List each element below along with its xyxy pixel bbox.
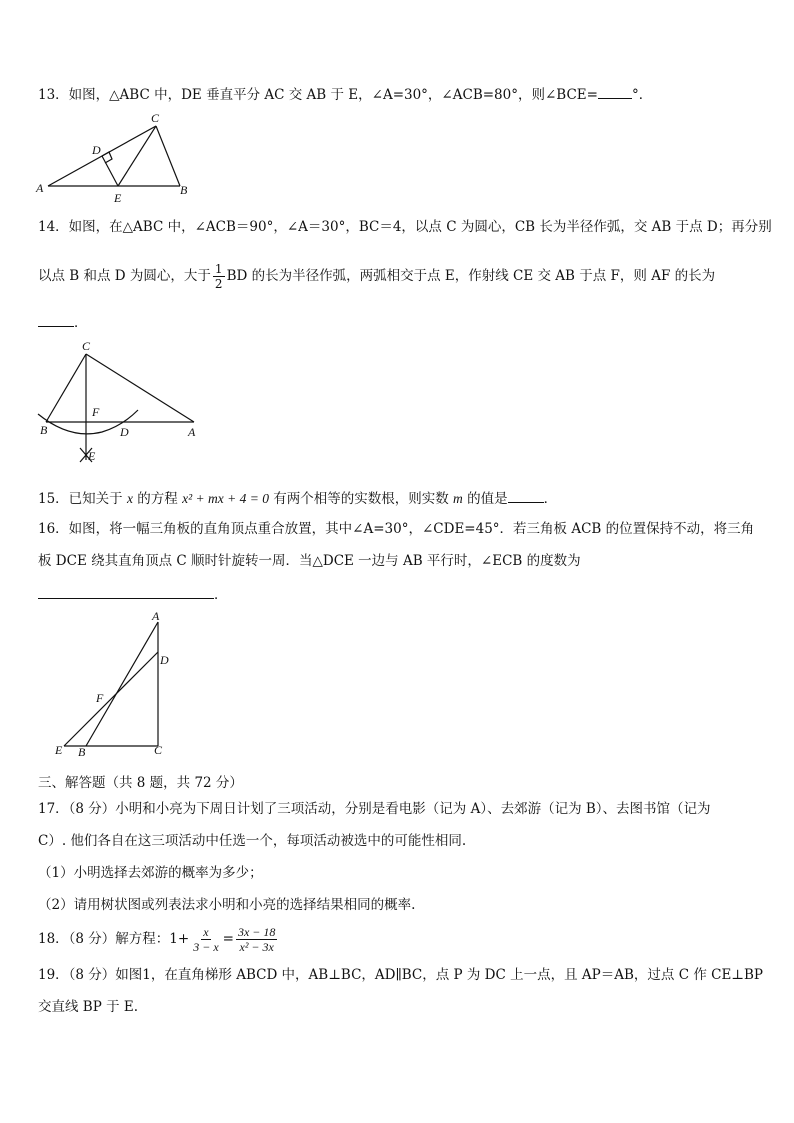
fig14-label-B: B xyxy=(40,423,48,437)
q14-line3 xyxy=(38,312,88,332)
fig13-triangle xyxy=(36,111,196,205)
fig13-label-A: A xyxy=(36,181,44,195)
q14-line2 xyxy=(38,262,715,291)
q16-answer-blank xyxy=(38,584,214,599)
q14-line2-pre: 以点 B 和点 D 为圆心，大于 xyxy=(38,268,211,284)
fig16-label-C: C xyxy=(154,743,163,757)
q18-fraction-right xyxy=(236,925,277,954)
q16-line2: 板 DCE 绕其直角顶点 C 顺时针旋转一周．当△DCE 一边与 AB 平行时，∠ECB 的度数为 xyxy=(38,553,581,569)
q18-line xyxy=(38,924,279,954)
fig13-label-D: D xyxy=(92,143,101,157)
q14-tail: ． xyxy=(74,315,88,331)
fig14-label-C: C xyxy=(82,339,91,353)
q16-tail: ． xyxy=(214,587,228,603)
q13-answer-blank xyxy=(598,84,632,99)
q18-f1-den: 3 − x xyxy=(193,940,219,954)
q15-post: 的值是 xyxy=(462,491,508,507)
fig16-label-E: E xyxy=(55,743,63,757)
q15-var-m: m xyxy=(453,491,463,506)
q17-line1: 17．（8 分）小明和小亮为下周日计划了三项活动，分别是看电影（记为 A）、去郊游（记为 B）、去图书馆（记为 xyxy=(38,801,711,817)
q13-text: 13．如图，△ABC 中，DE 垂直平分 AC 交 AB 于 E，∠A=30°，∠ACB=80°，则∠BCE= xyxy=(38,87,598,103)
fig16-label-A: A xyxy=(152,609,160,623)
fig16-label-D: D xyxy=(160,653,169,667)
q17-line2: C）. 他们各自在这三项活动中任选一个，每项活动被选中的可能性相同. xyxy=(38,833,467,849)
fig14-label-E: E xyxy=(88,449,96,463)
section3-heading: 三、解答题（共 8 题，共 72 分） xyxy=(38,775,243,791)
q19-line2: 交直线 BP 于 E. xyxy=(38,999,139,1015)
q18-f2-den: x² − 3x xyxy=(239,940,274,954)
q14-frac-den: 2 xyxy=(214,277,223,291)
q14-answer-blank xyxy=(38,312,74,327)
fig13-label-B: B xyxy=(180,183,188,197)
q13-line xyxy=(38,84,652,104)
q15-mid1: 的方程 xyxy=(132,491,183,507)
q14-fraction xyxy=(213,262,225,291)
q19-line1: 19．（8 分）如图1，在直角梯形 ABCD 中，AB⊥BC，AD∥BC，点 P 为 DC 上一点，且 AP＝AB，过点 C 作 CE⊥BP xyxy=(38,967,764,983)
fig14-label-D: D xyxy=(120,425,129,439)
q18-pre: 18．（8 分）解方程：1+ xyxy=(38,931,190,947)
q15-pre: 15．已知关于 xyxy=(38,491,127,507)
fig16-label-F: F xyxy=(96,691,104,705)
fig13-label-E: E xyxy=(114,191,122,205)
fig16-triangles xyxy=(52,610,182,760)
q15-mid2: 有两个相等的实数根，则实数 xyxy=(268,491,454,507)
q18-fraction-left xyxy=(191,925,220,954)
q18-equals: = xyxy=(222,931,234,947)
q15-var-x: x xyxy=(126,491,133,506)
fig14-triangle xyxy=(30,340,210,468)
q14-line2-post: BD 的长为半径作弧，两弧相交于点 E，作射线 CE 交 AB 于点 F，则 AF 的长为 xyxy=(226,268,716,284)
q16-line3 xyxy=(38,584,228,604)
fig13-label-C: C xyxy=(151,111,160,125)
q15-tail: ． xyxy=(543,491,558,507)
fig14-label-F: F xyxy=(92,405,100,419)
q15-answer-blank xyxy=(508,488,544,503)
q15-equation: x² + mx + 4 = 0 xyxy=(182,491,269,506)
q16-line1: 16．如图，将一幅三角板的直角顶点重合放置，其中∠A=30°，∠CDE=45°．若三角板 ACB 的位置保持不动，将三角 xyxy=(38,521,755,537)
q14-frac-num: 1 xyxy=(214,262,223,276)
fig16-label-B: B xyxy=(78,745,86,759)
q17-sub1: （1）小明选择去郊游的概率为多少； xyxy=(38,865,263,881)
q13-tail: °． xyxy=(631,87,653,103)
fig14-label-A: A xyxy=(188,425,196,439)
q17-sub2: （2）请用树状图或列表法求小明和小亮的选择结果相同的概率. xyxy=(38,897,416,913)
q18-f1-num: x xyxy=(203,925,209,939)
q15-line xyxy=(38,488,557,508)
q14-line1: 14．如图，在△ABC 中，∠ACB＝90°，∠A＝30°，BC＝4，以点 C 为圆心，CB 长为半径作弧，交 AB 于点 D；再分别 xyxy=(38,219,772,235)
q18-f2-num: 3x − 18 xyxy=(237,925,276,939)
